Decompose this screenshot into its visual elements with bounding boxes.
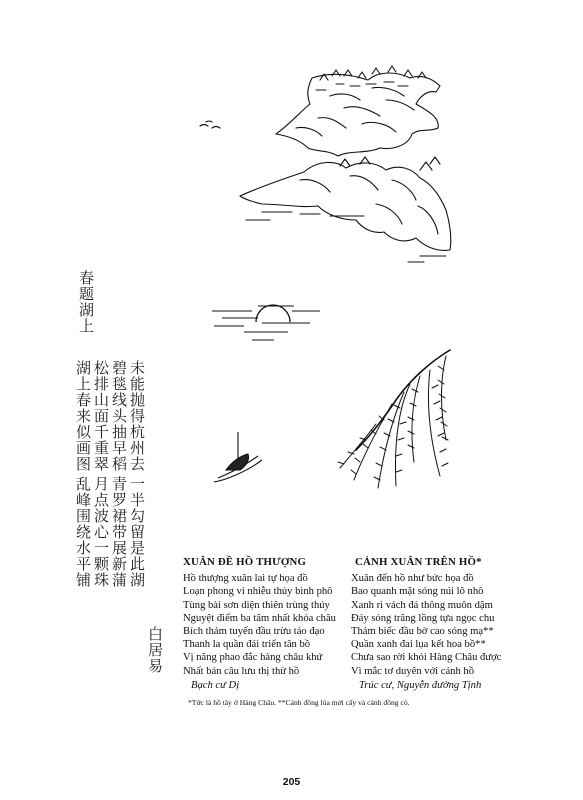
poem-left xyxy=(183,556,336,692)
poem-right-line: Xuân đến hồ như bức họa đồ xyxy=(351,573,474,585)
poem-left-title: XUÂN ĐỀ HỒ THƯỢNG xyxy=(183,556,307,568)
poem-right xyxy=(351,556,501,692)
poem-right-line: Xanh rì vách đá thông muôn dặm xyxy=(351,599,493,611)
poem-right-line: Chưa sao rời khỏi Hàng Châu được xyxy=(351,652,502,664)
poem-left-line: Bích thảm tuyến đầu trừu tảo đạo xyxy=(183,626,325,638)
chinese-poem-line: 碧毯线头抽早稻 xyxy=(110,360,128,472)
chinese-poem-line: 乱峰围绕水平铺 xyxy=(74,476,92,588)
poem-left-line: Nhất bán câu lưu thị thử hồ xyxy=(183,665,300,677)
poem-left-line: Vị năng phao đắc hàng châu khứ xyxy=(183,652,323,664)
footnote: *Tức là hồ tây ở Hàng Châu. **Cánh đồng lúa mới cấy và cánh đồng cỏ. xyxy=(188,698,410,707)
poem-left-line: Nguyệt điểm ba tâm nhất khỏa châu xyxy=(183,612,336,624)
chinese-poem-line: 青罗裙带展新蒲 xyxy=(110,476,128,588)
poem-right-line: Đáy sóng trăng lồng tựa ngọc chu xyxy=(351,612,495,624)
chinese-poem-title: 春题湖上 xyxy=(77,270,95,334)
poem-right-author: Trúc cư, Nguyễn đường Tịnh xyxy=(359,679,482,691)
moon-drawing xyxy=(212,305,320,340)
poem-left-line: Tùng bài sơn diện thiên trùng thúy xyxy=(183,599,330,611)
chinese-poem-line: 松排山面千重翠 xyxy=(92,360,110,472)
chinese-poem-author: 白居易 xyxy=(146,626,164,674)
poem-right-title: CẢNH XUÂN TRÊN HỒ* xyxy=(355,556,482,568)
chinese-poem-line: 月点波心一颗珠 xyxy=(92,476,110,588)
poem-left-author: Bạch cư Dị xyxy=(191,679,240,691)
chinese-poem-line: 一半勾留是此湖 xyxy=(128,476,146,588)
willow-drawing xyxy=(338,350,450,488)
poem-right-line: Bao quanh mặt sóng núi lô nhô xyxy=(351,586,484,598)
page-number: 205 xyxy=(282,776,301,788)
chinese-poem-line: 湖上春来似画图 xyxy=(74,360,92,472)
mountain-drawing xyxy=(200,66,451,262)
poem-left-line: Thanh la quần đái triển tân bồ xyxy=(183,639,311,651)
chinese-poem-line: 未能抛得杭州去 xyxy=(128,360,146,472)
poem-right-line: Thảm biếc đầu bờ cao sóng mạ** xyxy=(351,626,494,638)
poem-right-line: Vì mắc tơ duyên với cảnh hồ xyxy=(351,665,474,677)
poem-right-line: Quần xanh đai lụa kết hoa bồ** xyxy=(351,639,486,651)
boat-drawing xyxy=(214,432,262,482)
poem-left-line: Hồ thượng xuân lai tự họa đồ xyxy=(183,573,308,585)
poem-left-line: Loạn phong vi nhiễu thủy bình phô xyxy=(183,586,333,598)
